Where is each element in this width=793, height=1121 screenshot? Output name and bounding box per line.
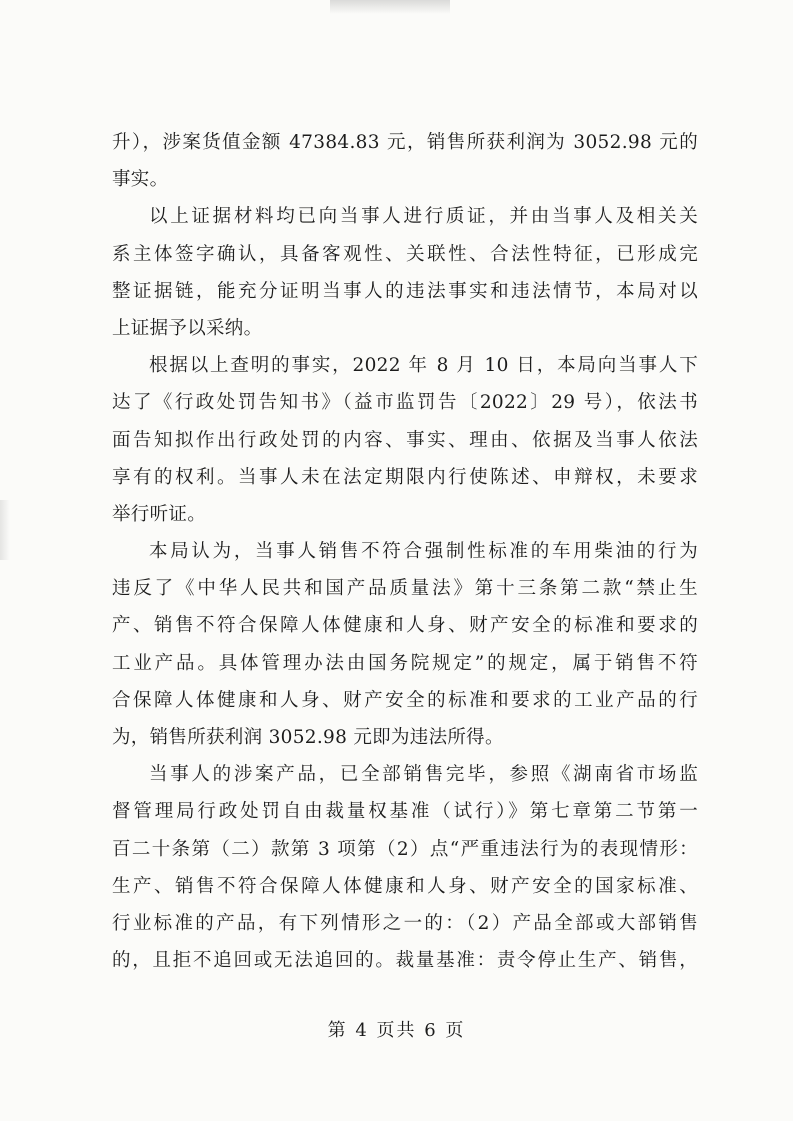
body-line: 本局认为，当事人销售不符合强制性标准的车用柴油的行为	[149, 541, 698, 563]
body-line: 合保障人体健康和人身、财产安全的标准和要求的工业产品的行	[112, 689, 698, 711]
body-line: 举行听证。	[112, 503, 207, 525]
body-line: 产、销售不符合保障人体健康和人身、财产安全的标准和要求的	[112, 615, 698, 637]
body-line: 的，且拒不追回或无法追回的。裁量基准：责令停止生产、销售，	[112, 950, 698, 972]
body-line: 以上证据材料均已向当事人进行质证，并由当事人及相关关	[149, 206, 698, 228]
body-line: 事实。	[112, 169, 169, 191]
body-line: 当事人的涉案产品，已全部销售完毕，参照《湖南省市场监	[149, 764, 698, 786]
body-line: 上证据予以采纳。	[112, 317, 263, 339]
document-body	[112, 124, 698, 979]
body-line: 面告知拟作出行政处罚的内容、事实、理由、依据及当事人依法	[112, 429, 698, 451]
body-line: 工业产品。具体管理办法由国务院规定”的规定，属于销售不符	[112, 652, 698, 674]
body-line: 根据以上查明的事实，2022 年 8 月 10 日，本局向当事人下	[149, 355, 698, 377]
page-number: 第 4 页共 6 页	[327, 1020, 466, 1041]
body-line: 违反了《中华人民共和国产品质量法》第十三条第二款“禁止生	[112, 578, 698, 600]
body-line: 生产、销售不符合保障人体健康和人身、财产安全的国家标准、	[112, 875, 698, 897]
body-line: 百二十条第（二）款第 3 项第（2）点“严重违法行为的表现情形：	[112, 838, 698, 860]
body-line: 升），涉案货值金额 47384.83 元，销售所获利润为 3052.98 元的	[112, 132, 698, 153]
body-line: 达了《行政处罚告知书》（益市监罚告〔2022〕29 号），依法书	[112, 392, 698, 414]
body-line: 督管理局行政处罚自由裁量权基准（试行）》第七章第二节第一	[112, 801, 698, 823]
scan-artifact	[330, 0, 450, 14]
body-line: 行业标准的产品，有下列情形之一的：（2）产品全部或大部销售	[112, 912, 698, 934]
body-line: 整证据链，能充分证明当事人的违法事实和违法情节，本局对以	[112, 280, 698, 302]
scan-artifact	[0, 500, 10, 560]
body-line: 系主体签字确认，具备客观性、关联性、合法性特征，已形成完	[112, 243, 698, 265]
body-line: 享有的权利。当事人未在法定期限内行使陈述、申辩权，未要求	[112, 466, 698, 488]
body-line: 为，销售所获利润 3052.98 元即为违法所得。	[112, 727, 504, 748]
